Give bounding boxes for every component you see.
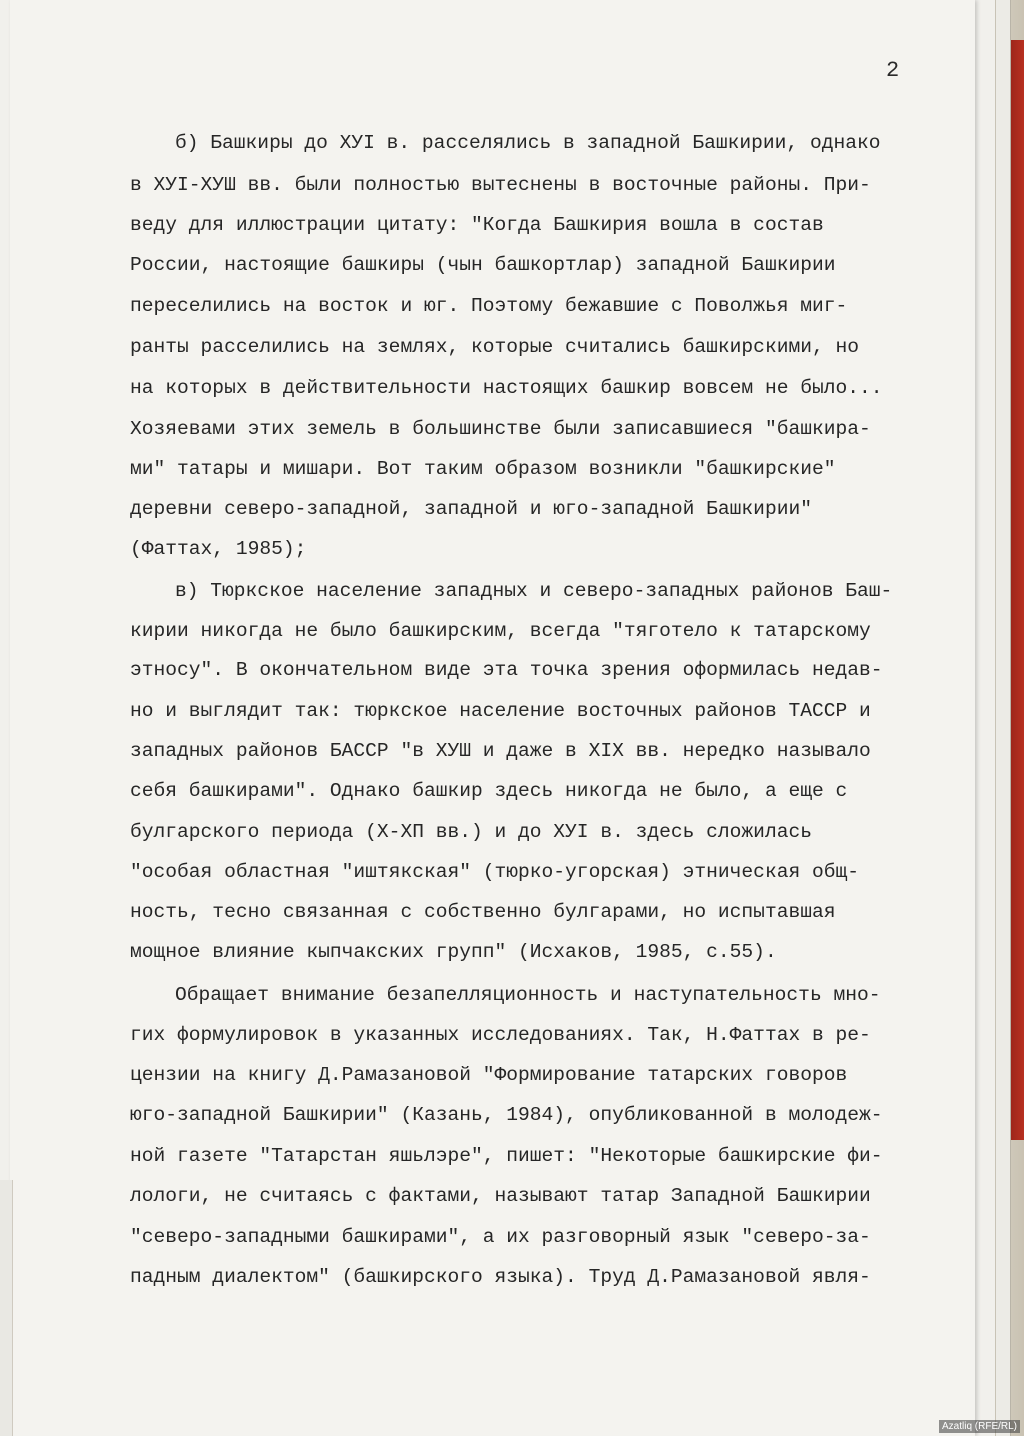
text-line: западных районов БАССР "в ХУШ и даже в XIX вв. нередко называло (130, 740, 871, 762)
text-line: на которых в действительности настоящих башкир вовсем не было... (130, 377, 883, 399)
text-line: б) Башкиры до XУI в. расселялись в западной Башкирии, однако (175, 132, 881, 154)
text-line: ранты расселились на землях, которые считались башкирскими, но (130, 336, 860, 358)
text-line: этносу". В окончательном виде эта точка зрения оформилась недав- (130, 659, 883, 681)
text-line: веду для иллюстрации цитату: "Когда Башкирия вошла в состав (130, 214, 824, 236)
text-line: цензии на книгу Д.Рамазановой "Формирование татарских говоров (130, 1064, 848, 1086)
text-line: лологи, не считаясь с фактами, называют татар Западной Башкирии (130, 1185, 871, 1207)
text-line: гих формулировок в указанных исследованиях. Так, Н.Фаттах в ре- (130, 1024, 871, 1046)
text-line: юго-западной Башкирии" (Казань, 1984), опубликованной в молодеж- (130, 1104, 883, 1126)
text-line: себя башкирами". Однако башкир здесь никогда не было, а еще с (130, 780, 848, 802)
text-line: деревни северо-западной, западной и юго-западной Башкирии" (130, 498, 812, 520)
text-line: в) Тюркское население западных и северо-западных районов Баш- (175, 580, 893, 602)
text-line: "северо-западными башкирами", а их разговорный язык "северо-за- (130, 1226, 871, 1248)
text-line: в XУI-XУШ вв. были полностью вытеснены в восточные районы. При- (130, 174, 871, 196)
text-line: Хозяевами этих земель в большинстве были записавшиеся "башкира- (130, 418, 871, 440)
text-line: мощное влияние кыпчакских групп" (Исхаков, 1985, с.55). (130, 941, 777, 963)
text-line: но и выглядит так: тюркское население восточных районов ТАССР и (130, 700, 871, 722)
page-number: 2 (886, 58, 900, 83)
text-line: булгарского периода (X-XП вв.) и до XУI в. здесь сложилась (130, 821, 812, 843)
text-line: ми" татары и мишари. Вот таким образом возникли "башкирские" (130, 458, 836, 480)
text-line: ность, тесно связанная с собственно булгарами, но испытавшая (130, 901, 836, 923)
text-line: (Фаттах, 1985); (130, 538, 307, 560)
text-line: "особая областная "иштякская" (тюрко-угорская) этническая общ- (130, 861, 860, 883)
text-line: ной газете "Татарстан яшьлэре", пишет: "Некоторые башкирские фи- (130, 1145, 883, 1167)
typewritten-page (10, 0, 975, 1436)
text-line: России, настоящие башкиры (чын башкортлар) западной Башкирии (130, 254, 836, 276)
page-edge-strip (0, 1180, 13, 1436)
text-line: переселились на восток и юг. Поэтому бежавшие с Поволжья миг- (130, 295, 848, 317)
text-line: падным диалектом" (башкирского языка). Труд Д.Рамазановой явля- (130, 1266, 871, 1288)
photo-credit: Azatliq (RFE/RL) (939, 1420, 1020, 1433)
text-line: кирии никогда не было башкирским, всегда "тяготело к татарскому (130, 620, 871, 642)
text-line: Обращает внимание безапелляционность и наступательность мно- (175, 984, 881, 1006)
